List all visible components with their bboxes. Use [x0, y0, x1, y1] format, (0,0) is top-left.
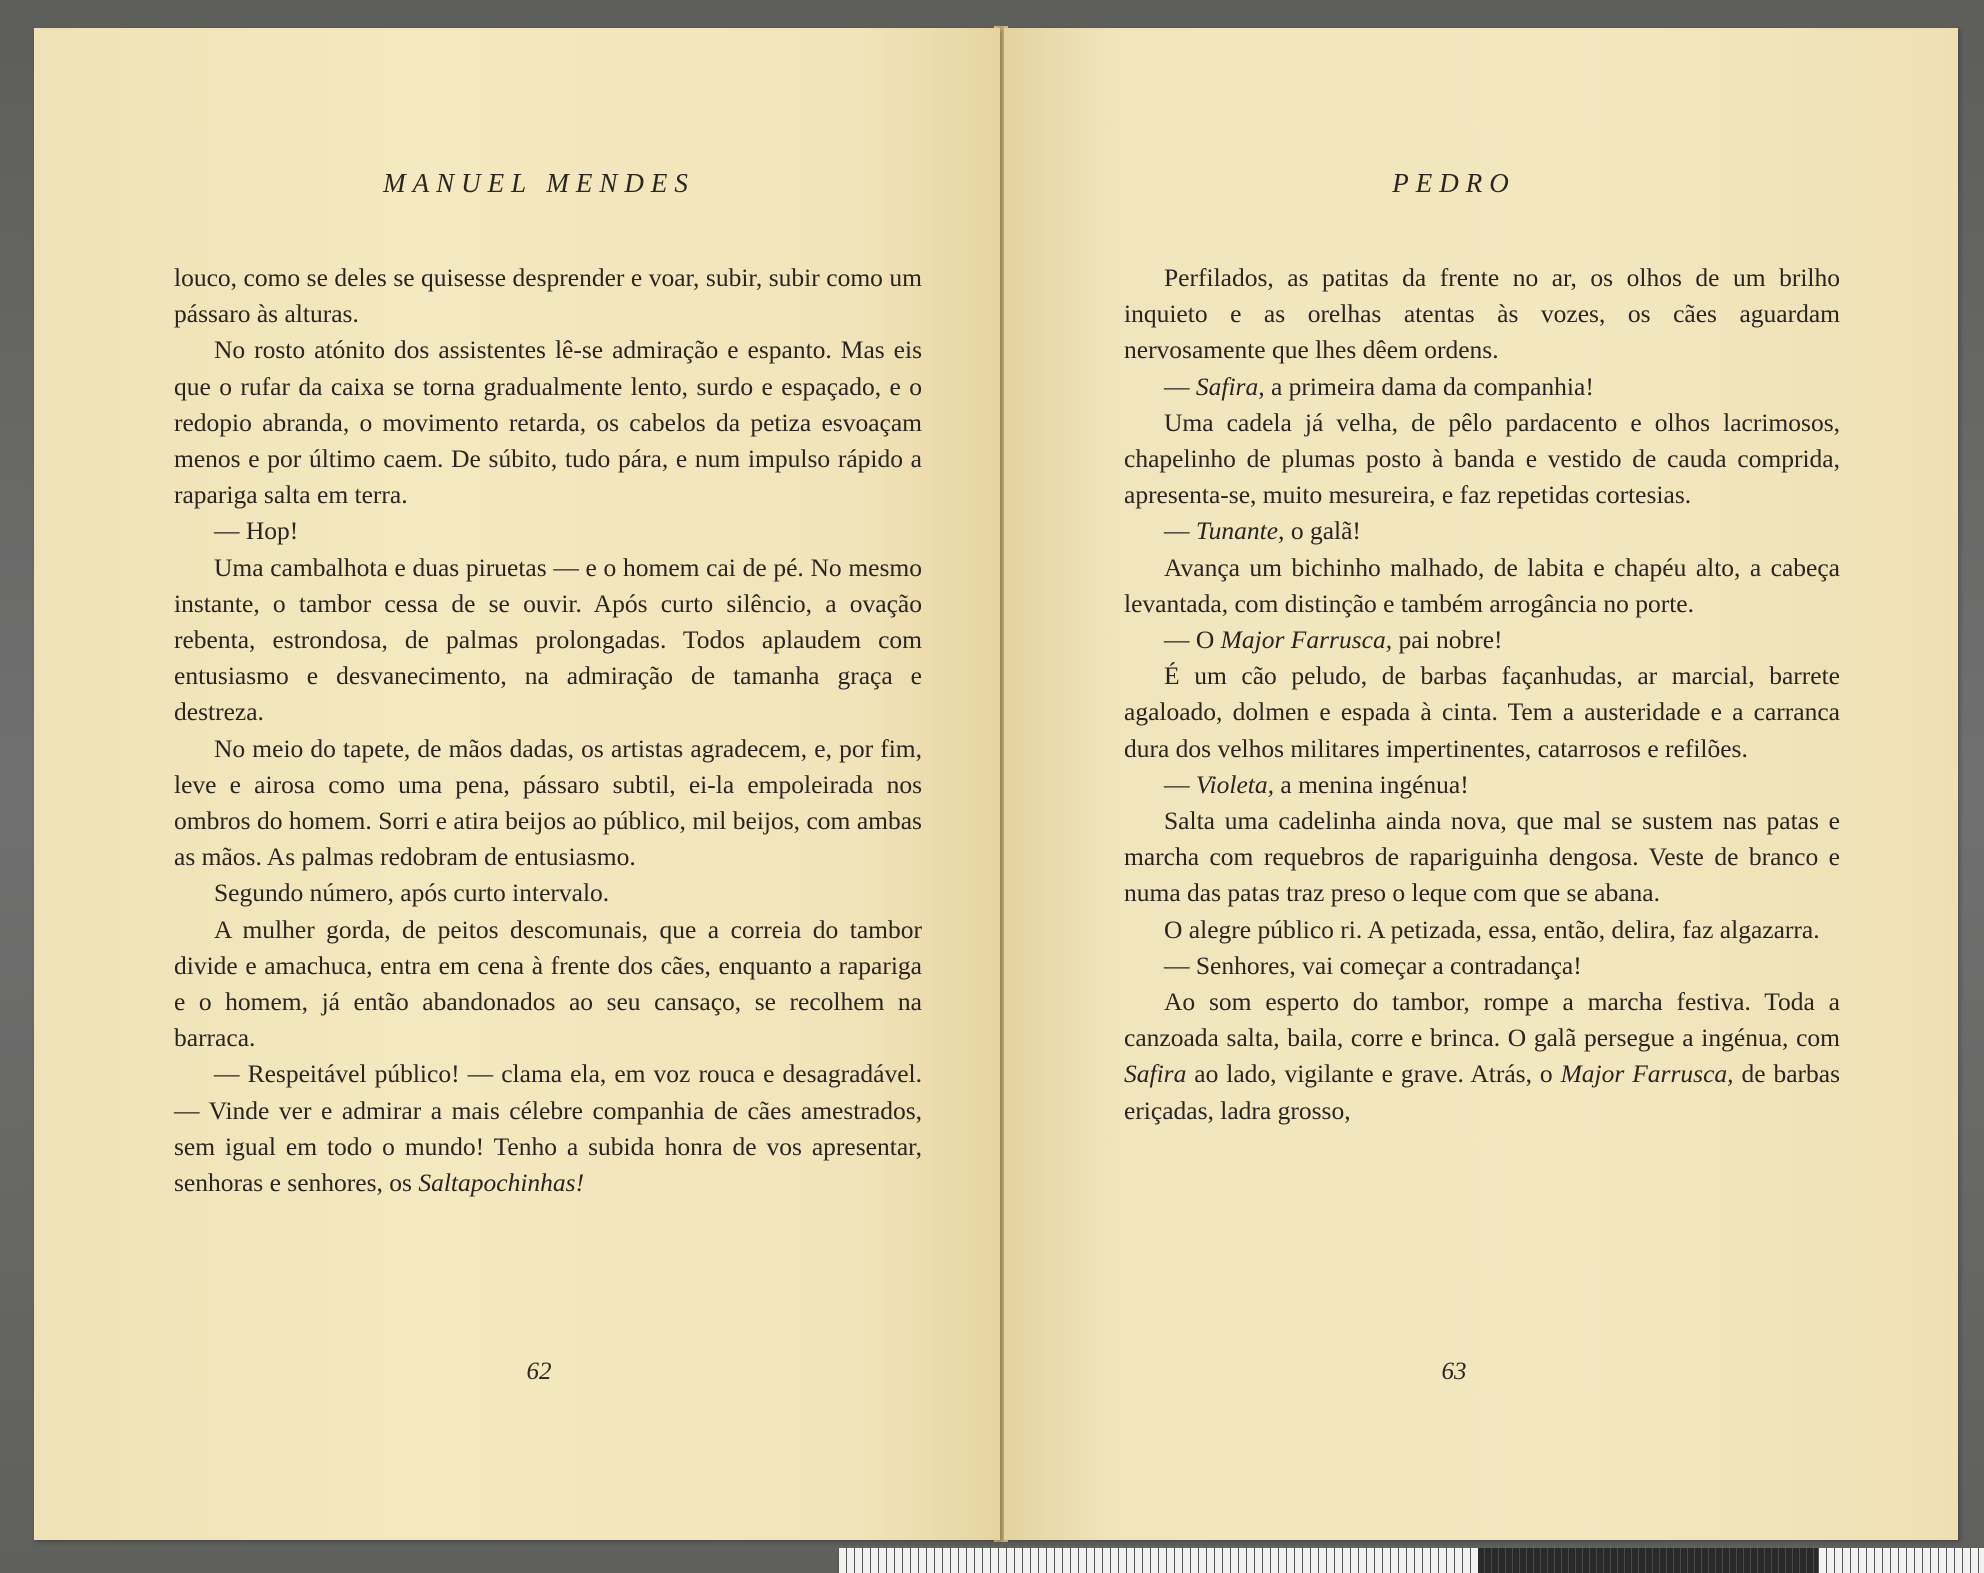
- ruler-black-band: [1478, 1548, 1818, 1573]
- text-run: a menina ingénua!: [1274, 769, 1469, 799]
- text-run: Avança um bichinho malhado, de labita e chapéu alto, a cabeça levantada, com distinção e também arrogância no porte.: [1124, 552, 1840, 618]
- text-run: pai nobre!: [1392, 625, 1503, 655]
- text-run: — Hop!: [214, 516, 299, 546]
- paragraph: [1124, 622, 1840, 658]
- paragraph: [1124, 550, 1840, 622]
- text-run: —: [1164, 769, 1196, 799]
- italic-run: Major Farrusca,: [1560, 1059, 1734, 1089]
- paragraph: [174, 513, 922, 549]
- text-run: —: [1164, 516, 1196, 546]
- text-run: o galã!: [1284, 516, 1361, 546]
- text-run: O alegre público ri. A petizada, essa, então, delira, faz algazarra.: [1164, 914, 1820, 944]
- text-run: — Senhores, vai começar a contradança!: [1164, 950, 1582, 980]
- text-run: Ao som esperto do tambor, rompe a marcha festiva. Toda a canzoada salta, baila, corre e brinca. O galã persegue a ingénua, com: [1124, 987, 1840, 1053]
- paragraph: [1124, 948, 1840, 984]
- paragraph: [1124, 767, 1840, 803]
- paragraph: [174, 260, 922, 332]
- text-run: Segundo número, após curto intervalo.: [214, 878, 610, 908]
- italic-run: Saltapochinhas!: [418, 1168, 585, 1198]
- paragraph: [1124, 984, 1840, 1129]
- italic-run: Tunante,: [1195, 516, 1285, 546]
- paragraph: [174, 731, 922, 876]
- text-run: No meio do tapete, de mãos dadas, os artistas agradecem, e, por fim, leve e airosa como uma pena, pássaro subtil, ei-la empoleirada nos ombros do homem. Sorri e atira beijos ao público, mil beijos, com ambas as mãos. As palmas redobram de entusiasmo.: [174, 733, 922, 872]
- italic-run: Safira: [1124, 1059, 1187, 1089]
- text-run: É um cão peludo, de barbas façanhudas, ar marcial, barrete agaloado, dolmen e espada à cinta. Tem a austeridade e a carranca dura dos velhos militares impertinentes, catarrosos e refilões.: [1124, 661, 1840, 763]
- page-number-left: 62: [526, 1358, 552, 1385]
- text-run: de barbas eriçadas, ladra grosso,: [1124, 1059, 1840, 1125]
- paragraph: [1124, 803, 1840, 912]
- left-page: [34, 28, 1000, 1540]
- text-run: Uma cambalhota e duas piruetas — e o homem cai de pé. No mesmo instante, o tambor cessa de se ouvir. Após curto silêncio, a ovação rebenta, estrondosa, de palmas prolongadas. Todos aplaudem com entusiasmo e desvanecimento, na admiração de tamanha graça e destreza.: [174, 552, 922, 727]
- text-run: louco, como se deles se quisesse desprender e voar, subir, subir como um pássaro às alturas.: [174, 263, 922, 329]
- paragraph: [174, 912, 922, 1057]
- italic-run: Safira,: [1195, 371, 1265, 401]
- text-run: Perfilados, as patitas da frente no ar, os olhos de um brilho inquieto e as orelhas atentas às vozes, os cães aguardam nervosamente que lhes dêem ordens.: [1124, 263, 1840, 365]
- scale-ruler: [838, 1548, 1984, 1573]
- page-number-right: 63: [1441, 1358, 1467, 1385]
- paragraph: [174, 1056, 922, 1201]
- paragraph: [1124, 912, 1840, 948]
- text-run: Uma cadela já velha, de pêlo pardacento e olhos lacrimosos, chapelinho de plumas posto à banda e vestido de cauda comprida, apresenta-se, muito mesureira, e faz repetidas cortesias.: [1124, 407, 1840, 510]
- running-head-left: MANUEL MENDES: [383, 168, 695, 198]
- text-run: Salta uma cadelinha ainda nova, que mal se sustem nas patas e marcha com requebros de rapariguinha dengosa. Veste de branco e numa das patas traz preso o leque com que se abana.: [1124, 806, 1840, 908]
- right-page: [1004, 28, 1958, 1540]
- text-run: —: [1164, 371, 1196, 401]
- italic-run: Violeta,: [1195, 769, 1275, 799]
- paragraph: [1124, 405, 1840, 514]
- paragraph: [1124, 513, 1840, 549]
- ruler-ticks-left: [838, 1548, 1478, 1573]
- paragraph: [174, 550, 922, 731]
- italic-run: Major Farrusca,: [1220, 625, 1393, 655]
- text-run: ao lado, vigilante e grave. Atrás, o: [1186, 1059, 1561, 1089]
- ruler-ticks-right: [1818, 1548, 1984, 1573]
- paragraph: [1124, 658, 1840, 767]
- paragraph: [174, 875, 922, 911]
- paragraph: [1124, 260, 1840, 369]
- text-run: — O: [1164, 625, 1221, 655]
- paragraph: [174, 332, 922, 513]
- paragraph: [1124, 369, 1840, 405]
- text-run: — Respeitável público! — clama ela, em voz rouca e desagradável. — Vinde ver e admirar a mais célebre companhia de cães amestrados, sem igual em todo o mundo! Tenho a subida honra de vos apresentar, senhoras e senhores, os: [174, 1059, 922, 1198]
- left-page-body: [174, 260, 922, 1201]
- text-run: No rosto atónito dos assistentes lê-se admiração e espanto. Mas eis que o rufar da caixa se torna gradualmente lento, surdo e espaçado, e o redopio abranda, o movimento retarda, os cabelos da petiza esvoaçam menos e por último caem. De súbito, tudo pára, e num impulso rápido a rapariga salta em terra.: [174, 335, 922, 510]
- text-run: a primeira dama da companhia!: [1264, 371, 1594, 401]
- running-head-right: PEDRO: [1392, 168, 1516, 198]
- right-page-body: [1124, 260, 1840, 1129]
- text-run: A mulher gorda, de peitos descomunais, que a correia do tambor divide e amachuca, entra em cena à frente dos cães, enquanto a rapariga e o homem, já então abandonados ao seu cansaço, se recolhem na barraca.: [174, 914, 922, 1053]
